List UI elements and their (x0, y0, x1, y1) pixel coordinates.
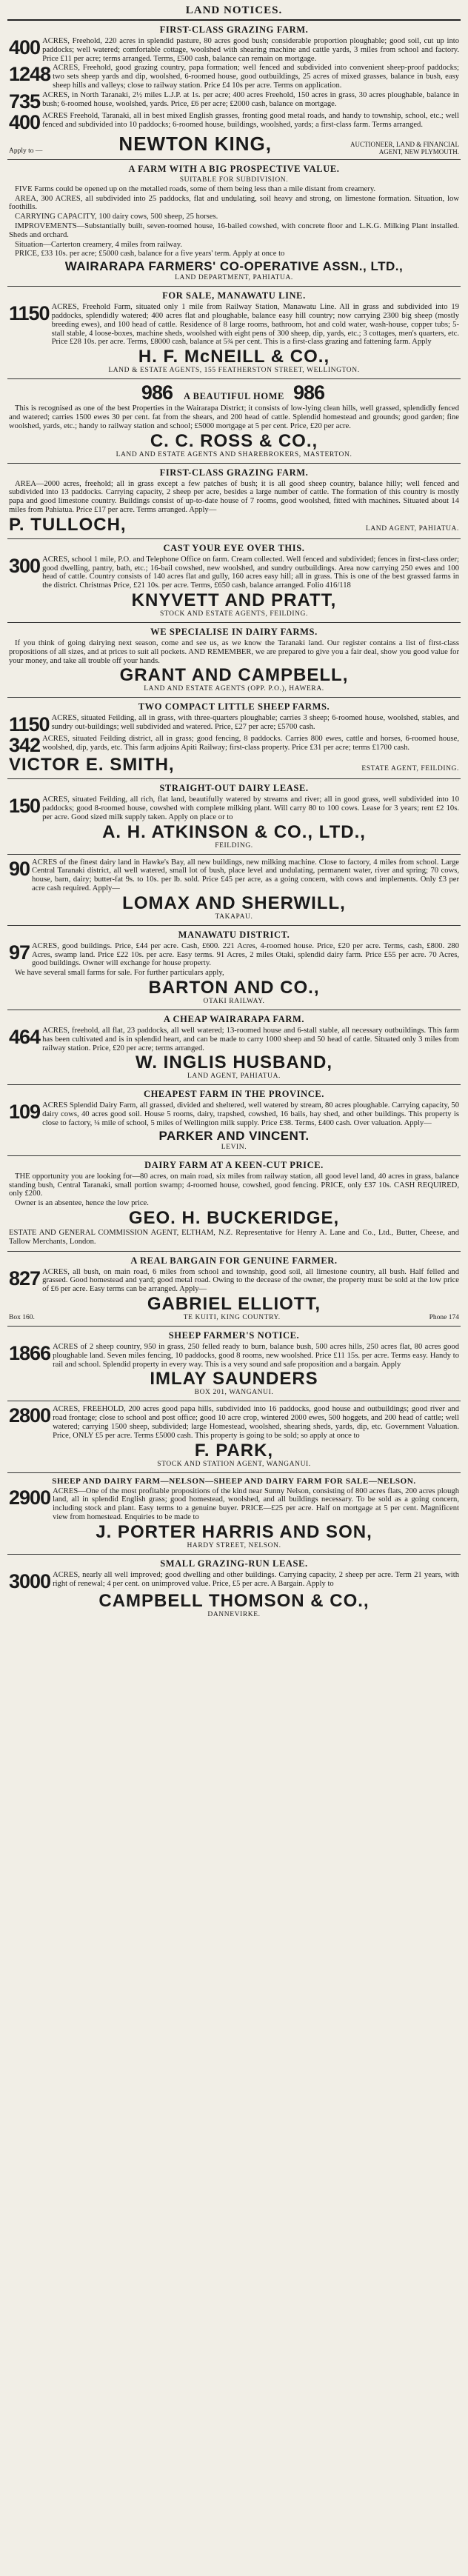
acreage: 1866 (9, 1342, 51, 1365)
advertiser-name: W. INGLIS HUSBAND, (135, 1052, 332, 1073)
advertiser-block (9, 515, 459, 535)
listing-text: ACRES of the finest dairy land in Hawke's Bay, all new buildings, new milking machine. Close to factory, 4 miles from school. Large Central Taranaki district, all well watered, small lot of bush, place level and undulating, permanent water, river and spring; 70 cows, house, barn, dairy; butter-fat 9s. to 10s. per lb. sold. Price £45 per acre, as a going concern, with cows and implements. Only £3 per acre cash required. Apply— (32, 858, 459, 893)
advertiser-name: PARKER AND VINCENT. (158, 1128, 310, 1143)
box-number: Box 160. (9, 1314, 35, 1322)
ad-paragraph: IMPROVEMENTS—Substantially built, seven-roomed house, 16-bailed cowshed, with concrete floor and L.K.G. Milking Plant installed. Sheds and orchard. (9, 221, 459, 239)
listing-text: ACRES, good buildings. Price, £44 per acre. Cash, £600. 221 Acres, 4-roomed house. Price, £20 per acre. Terms, cash, £800. 280 Acres, swamp land. Price £22 10s. per acre. Easy terms. 91 Acres, 2 miles Otaki, splendid dairy farm. Price £55 per acre. 70 Acres, good buildings. Owner will exchange for house property. (32, 941, 459, 968)
advertiser-block (9, 133, 459, 156)
ad-heading: FIRST-CLASS GRAZING FARM. (159, 467, 309, 478)
listing (9, 303, 459, 347)
ad-paragraph: If you think of going dairying next season, come and see us, as we know the Taranaki land. Our register contains a list of first-class propositions of all sizes, and at prices to suit all pockets. AND REMEMBER, we are prepared to give you a fair deal, show you good value for your money, and take all trouble off your hands. (9, 638, 459, 665)
acreage: 400 (9, 110, 41, 133)
listing (9, 64, 459, 90)
advertiser-role: LAND AND ESTATE AGENTS AND SHAREBROKERS, MASTERTON. (116, 450, 352, 458)
advertiser-role: STOCK AND STATION AGENT, WANGANUI. (157, 1460, 311, 1468)
advertiser-role: ESTATE AGENT, FEILDING. (361, 765, 459, 773)
advertiser-role: OTAKI RAILWAY. (203, 998, 265, 1006)
ad-paragraph: FIVE Farms could be opened up on the metalled roads, some of them being less than a mile distant from creamery. (15, 184, 376, 193)
listing-text: ACRES Freehold, Taranaki, all in best mixed English grasses, fronting good metal roads, and handy to township, school, etc.; well fenced and subdivided into 10 paddocks; 6-roomed house, buildings, woolshed, yards; a first-class farm. Terms arranged. (42, 111, 459, 129)
listing-text: ACRES, FREEHOLD, 200 acres good papa hills, subdivided into 16 paddocks, good house and outbuildings; good river and road frontage; close to school and post office; good 10 acre crop, wintered 2000 ewes, 500 hoggets, and 200 head of cattle; well watered; carrying 1500 sheep, subdivided; large Homestead, woolshed, shearing sheds, yards, dip, etc. Government Valuation. Price, ONLY £5 per acre. Terms £5000 cash. This property is going to be sold; so apply at once to (53, 1405, 459, 1440)
ad-atkinson (7, 779, 461, 854)
ad-heading: SHEEP AND DAIRY FARM—NELSON—SHEEP AND DAIRY FARM FOR SALE—NELSON. (52, 1476, 416, 1486)
advertiser-name: J. PORTER HARRIS AND SON, (96, 1521, 372, 1542)
apply-text: Apply to — (9, 147, 43, 155)
advertiser-name: GEO. H. BUCKERIDGE, (128, 1208, 340, 1229)
listing (9, 1101, 459, 1127)
ad-paragraph: We have several small farms for sale. For further particulars apply, (15, 969, 224, 978)
advertiser-name: NEWTON KING, (118, 132, 272, 155)
listing-text: ACRES, Freehold, good grazing country, papa formation; well fenced and subdivided into convenient sheep-proof paddocks; two sets sheep yards and dip, woolshed, 6-roomed house, good outbuildings, 25 acres of mixed grasses, balance in bush, easy sheep hills and valleys; close to railway station. Price £4 10s per acre. Terms on application. (53, 64, 459, 90)
ad-wairarapa-farmers (7, 160, 461, 287)
acreage: 827 (9, 1267, 41, 1289)
advertiser-name: WAIRARAPA FARMERS' CO-OPERATIVE ASSN., LTD., (64, 259, 404, 274)
ad-paragraph: Owner is an absentee, hence the low price. (15, 1199, 149, 1208)
advertiser-role: TAKAPAU. (215, 912, 253, 921)
ad-heading: A BEAUTIFUL HOME (183, 391, 284, 402)
ad-paragraph: CARRYING CAPACITY, 100 dairy cows, 500 sheep, 25 horses. (15, 213, 218, 221)
ad-heading: STRAIGHT-OUT DAIRY LEASE. (159, 783, 309, 794)
listing (9, 1487, 459, 1522)
listing-text: ACRES, situated Feilding, all rich, flat land, beautifully watered by streams and river; all in good grass, well subdivided into 10 paddocks; good 8-roomed house, cowshed with complete milking plant. Will carry 80 to 100 cows. Lease for 3 years; rent £2 10s. per acre. Good sized milk supply taken. Apply on place or to (42, 795, 459, 821)
ad-heading: A FARM WITH A BIG PROSPECTIVE VALUE. (128, 163, 340, 174)
advertiser-role: TE KUITI, KING COUNTRY. (183, 1314, 281, 1322)
listing (9, 942, 459, 968)
ad-heading-row (9, 382, 459, 404)
ad-heading: A REAL BARGAIN FOR GENUINE FARMER. (130, 1255, 338, 1266)
advertiser-role: AUCTIONEER, LAND & FINANCIAL AGENT, NEW PLYMOUTH. (350, 140, 459, 156)
advertiser-role: LAND & ESTATE AGENTS, 155 FEATHERSTON STREET, WELLINGTON. (108, 367, 360, 375)
advertiser-role: LEVIN. (221, 1143, 247, 1151)
listing (9, 858, 459, 893)
acreage: 986 (141, 381, 173, 404)
advertiser-name: LOMAX AND SHERWILL, (122, 892, 346, 913)
advertiser-name: KNYVETT AND PRATT, (131, 590, 337, 610)
listing-text: ACRES, nearly all well improved; good dwelling and other buildings. Carrying capacity, 2 sheep per acre. Term 21 years, with right of renewal; 4 per cent. on unimproved value. Price, £5 per acre. A Bargain. Apply to (53, 1570, 459, 1588)
advertiser-name: IMLAY SAUNDERS (150, 1369, 318, 1389)
ad-heading: SMALL GRAZING-RUN LEASE. (160, 1558, 308, 1569)
advertiser-role: LAND AGENT, PAHIATUA. (365, 524, 459, 533)
listing-text: ACRES, situated Feilding district, all in grass; good fencing, 8 paddocks. Carries 800 ewes, cattle and horses, 6-roomed house, woolshed, dip, yards, etc. This farm adjoins Apiti Railway; first-class property. Price £31 per acre; terms £1700 cash. (42, 735, 459, 753)
ad-tulloch (7, 464, 461, 539)
ad-parker-vincent (7, 1085, 461, 1155)
acreage: 300 (9, 554, 41, 577)
acreage: 97 (9, 941, 30, 964)
listing (9, 555, 459, 590)
ad-heading: MANAWATU DISTRICT. (178, 929, 290, 940)
advertiser-role: LAND DEPARTMENT, PAHIATUA. (175, 274, 293, 282)
acreage: 150 (9, 795, 41, 818)
advertiser-role: STOCK AND ESTATE AGENTS, FEILDING. (160, 610, 308, 618)
listing (9, 714, 459, 734)
ad-campbell-thomson (7, 1555, 461, 1623)
advertiser-role: BOX 201, WANGANUI. (194, 1389, 274, 1397)
ad-buckeridge (7, 1156, 461, 1252)
acreage: 735 (9, 90, 41, 113)
listing (9, 91, 459, 111)
ad-heading: CHEAPEST FARM IN THE PROVINCE. (143, 1089, 325, 1100)
listing (9, 112, 459, 132)
advertiser-role: FEILDING. (215, 841, 253, 850)
ad-barton (7, 926, 461, 1010)
ad-heading: FOR SALE, MANAWATU LINE. (162, 290, 306, 301)
advertiser-name: P. TULLOCH, (9, 514, 127, 535)
advertiser-name: F. PARK, (194, 1440, 274, 1461)
listing (9, 37, 459, 63)
ad-heading: SHEEP FARMER'S NOTICE. (168, 1330, 300, 1341)
listing-text: ACRES of 2 sheep country, 950 in grass, 250 felled ready to burn, balance bush, 500 acres hills, 250 acres flat, 80 acres good ploughable land. Seven miles fencing, 10 paddocks, good 8 rooms, new woolshed. Price £11 15s. per acre. Terms easy. Handy to rail and school. Splendid property in every way. This is a very sound and safe proposition and a bargain. Apply (53, 1343, 459, 1369)
acreage: 1150 (9, 713, 50, 736)
ad-subheading: SUITABLE FOR SUBDIVISION. (179, 176, 289, 184)
advertiser-role: HARDY STREET, NELSON. (187, 1541, 281, 1549)
acreage: 90 (9, 857, 30, 880)
acreage: 342 (9, 734, 41, 757)
listing (9, 735, 459, 755)
ad-paragraph: This is recognised as one of the best Properties in the Wairarapa District; it consists of low-lying clean hills, well grassed, splendidly fenced and watered; carries 1500 ewes 30 per cent. fat from the shears, and 200 head of cattle. Splendid homestead and grounds; good garden; fine woolshed, yards, etc.; handy to railway station and school; £5000 mortgage at 5 per cent. Price, £20 per acre. (9, 404, 459, 430)
advertiser-block (9, 755, 459, 775)
ad-grant-campbell (7, 623, 461, 698)
advertiser-role: ESTATE AND GENERAL COMMISSION AGENT, ELTHAM, N.Z. Representative for Henry A. Lane and Co., Ltd., Butter, Cheese, and Tallow Merchants, London. (9, 1229, 459, 1246)
acreage: 464 (9, 1026, 41, 1049)
acreage: 2800 (9, 1404, 51, 1427)
advertiser-name: GABRIEL ELLIOTT, (147, 1294, 321, 1315)
advertiser-role: DANNEVIRKE. (207, 1610, 261, 1618)
ad-paragraph: AREA—2000 acres, freehold; all in grass except a few patches of bush; it is all good sheep country, balance hilly; well fenced and subdivided into 13 paddocks. Carrying capacity, 2 sheep per acre, besides a large number of cattle. The formation of this country is mostly papa and good limestone country. Buildings consist of up-to-date house of 7 rooms, good woolshed, fitted with machines. Situated about 14 miles from Pahiatua. Price £17 per acre. Terms arranged. Apply— (9, 479, 459, 514)
advertiser-name: H. F. McNEILL & CO., (138, 347, 330, 367)
page-title: LAND NOTICES. (7, 1, 461, 21)
ad-heading: FIRST-CLASS GRAZING FARM. (159, 24, 309, 35)
listing-text: ACRES, in North Taranaki, 2½ miles L.J.P. at 1s. per acre; 400 acres Freehold, 150 acres in grass, 30 acres ploughable, balance in bush; 6-roomed house, woolshed, yards. Price, £6 per acre; £2000 cash, balance on mortgage. (42, 90, 459, 108)
ad-knyvett-pratt (7, 539, 461, 623)
ad-lomax-sherwill (7, 855, 461, 926)
listing-text: ACRES, Freehold, 220 acres in splendid pasture, 80 acres good bush; considerable proportion ploughable; good soil, cut up into paddocks; well watered; comfortable cottage, woolshed with shearing machine and cattle yards, 3 miles from school and factory. Price £11 per acre; terms arranged. Terms, £500 cash, balance can remain on mortgage. (42, 37, 459, 63)
advertiser-name: A. H. ATKINSON & CO., LTD., (102, 821, 366, 842)
ad-paragraph: Situation—Carterton creamery, 4 miles from railway. (15, 240, 183, 249)
ad-heading: DAIRY FARM AT A KEEN-CUT PRICE. (144, 1159, 324, 1170)
ad-gabriel-elliott (7, 1252, 461, 1327)
ad-paragraph: THE opportunity you are looking for—80 acres, on main road, six miles from railway station, all good level land, 40 acres in grass, balance standing bush, Central Taranaki, small portion swamp; 4-roomed house, cowshed, good fencing. PRICE, only £37 10s. CASH REQUIRED, only £200. (9, 1172, 459, 1198)
advertiser-role: LAND AND ESTATE AGENTS (OPP. P.O.), HAWERA. (144, 685, 324, 693)
listing-text: ACRES Splendid Dairy Farm, all grassed, divided and sheltered, well watered by stream, 80 acres ploughable. Carrying capacity, 50 dairy cows, 40 acres good soil. House 5 rooms, dairy, trapshed, cowshed, 16 bails, hay shed, and other buildings. This property is close to factory, ¼ mile of school, 5 miles of Wellington milk supply. Price £38. Terms, £400 cash. Over valuation. Apply— (42, 1101, 459, 1128)
listing-text: ACRES, situated Feilding, all in grass, with three-quarters ploughable; carries 3 sheep; 6-roomed house, woolshed, stables, and sundry out-buildings; well subdivided and watered. Price, £27 per acre; £5700 cash. (51, 714, 459, 732)
listing (9, 1571, 459, 1591)
listing-text: ACRES, Freehold Farm, situated only 1 mile from Railway Station, Manawatu Line. All in grass and subdivided into 19 paddocks, splendidly watered; 400 acres flat and ploughable, balance easy hill country; now carrying 2300 big sheep (mostly breeding ewes), and 100 head of cattle. Residence of 8 large rooms, bathroom, hot and cold water, wash-house, copper tubs; 5-stall stable, 4 loose-boxes, machine sheds, woolshed with eight pens of 300 sheep, dip, yards, etc.; 3 cottages, men's quarters, etc. Price £28 10s. per acre. Terms, £8000 cash, balance at 5¾ per cent. This is a first-class grazing and fattening farm. Apply (51, 303, 459, 347)
acreage: 3000 (9, 1569, 51, 1592)
phone-number: Phone 174 (429, 1314, 459, 1322)
listing-text: ACRES—One of the most profitable propositions of the kind near Sunny Nelson, consisting of 800 acres flats, 200 acres plough land, all in splendid English grass; good homestead, woolshed, and all buildings necessary. To be sold as a going concern, including stock and plant. Easy terms to a genuine buyer. PRICE—£25 per acre. Half on mortgage at 5 per cent. Magnificent view from homestead. Enquiries to be made to (53, 1486, 459, 1521)
ad-heading: A CHEAP WAIRARAPA FARM. (163, 1014, 305, 1025)
advertiser-name: GRANT AND CAMPBELL, (119, 665, 349, 686)
acreage: 400 (9, 36, 41, 59)
advertiser-footer (9, 1314, 459, 1322)
listing (9, 1027, 459, 1052)
acreage: 2900 (9, 1486, 51, 1509)
ad-f-park (7, 1401, 461, 1472)
ad-mcneill (7, 287, 461, 379)
listing-text: ACRES, freehold, all flat, 23 paddocks, all well watered; 13-roomed house and 6-stall stable, all necessary outbuildings. This farm has been cultivated and is in splendid heart, and can be made to carry 1000 sheep and 50 head of cattle. Situated only 3 miles from railway station. Price, £20 per acre; terms arranged. (42, 1027, 459, 1052)
ad-inglis-husband (7, 1010, 461, 1085)
listing (9, 1343, 459, 1369)
acreage: 986 (293, 381, 325, 404)
advertiser-name: BARTON AND CO., (148, 978, 320, 998)
ad-porter-harris (7, 1473, 461, 1555)
ad-imlay-saunders (7, 1327, 461, 1401)
advertiser-role: LAND AGENT, PAHIATUA. (187, 1072, 281, 1081)
ad-heading: WE SPECIALISE IN DAIRY FARMS. (150, 626, 318, 637)
listing-text: ACRES, all bush, on main road, 6 miles from school and township, good soil, all limestone country, all bush. Half felled and grassed. Good homestead and yard; good metal road. Owing to the decease of the owner, the property must be sold at the low price of £6 per acre. Easy terms can be arranged. Apply— (42, 1267, 459, 1294)
listing (9, 1405, 459, 1440)
ad-ross (7, 379, 461, 463)
listing-text: ACRES, school 1 mile, P.O. and Telephone Office on farm. Cream collected. Well fenced and subdivided; fences in first-class order; good dwelling, pantry, bath, etc.; 16-bail cowshed, new woolshed, and sundry outbuildings. Area now carrying 250 ewes and 100 head of cattle. Country consists of 140 acres flat and gully, 160 acres easy hill; all in grass. This is one of the best grassed farms in the district. Christmas Price, £21 10s. per acre. Terms, £650 cash, balance arranged. Folio 416/118 (42, 555, 459, 590)
advertiser-name: C. C. ROSS & CO., (150, 430, 318, 451)
acreage: 1248 (9, 63, 51, 86)
advertiser-name: CAMPBELL THOMSON & CO., (98, 1590, 370, 1611)
ad-victor-smith (7, 698, 461, 779)
listing (9, 1268, 459, 1294)
acreage: 1150 (9, 302, 50, 325)
ad-heading: CAST YOUR EYE OVER THIS. (163, 542, 305, 553)
advertiser-name: VICTOR E. SMITH, (9, 755, 175, 775)
ad-paragraph: PRICE, £33 10s. per acre; £5000 cash, balance for a five years' term. Apply at once to (15, 250, 285, 258)
ad-paragraph: AREA, 300 ACRES, all subdivided into 25 paddocks, flat and undulating, soil heavy and strong, on limestone formation. Situation, low foothills. (9, 194, 459, 212)
acreage: 109 (9, 1101, 41, 1124)
listing (9, 795, 459, 821)
ad-heading: TWO COMPACT LITTLE SHEEP FARMS. (138, 701, 330, 713)
newspaper-column (7, 0, 461, 1623)
ad-newton-king (7, 21, 461, 160)
